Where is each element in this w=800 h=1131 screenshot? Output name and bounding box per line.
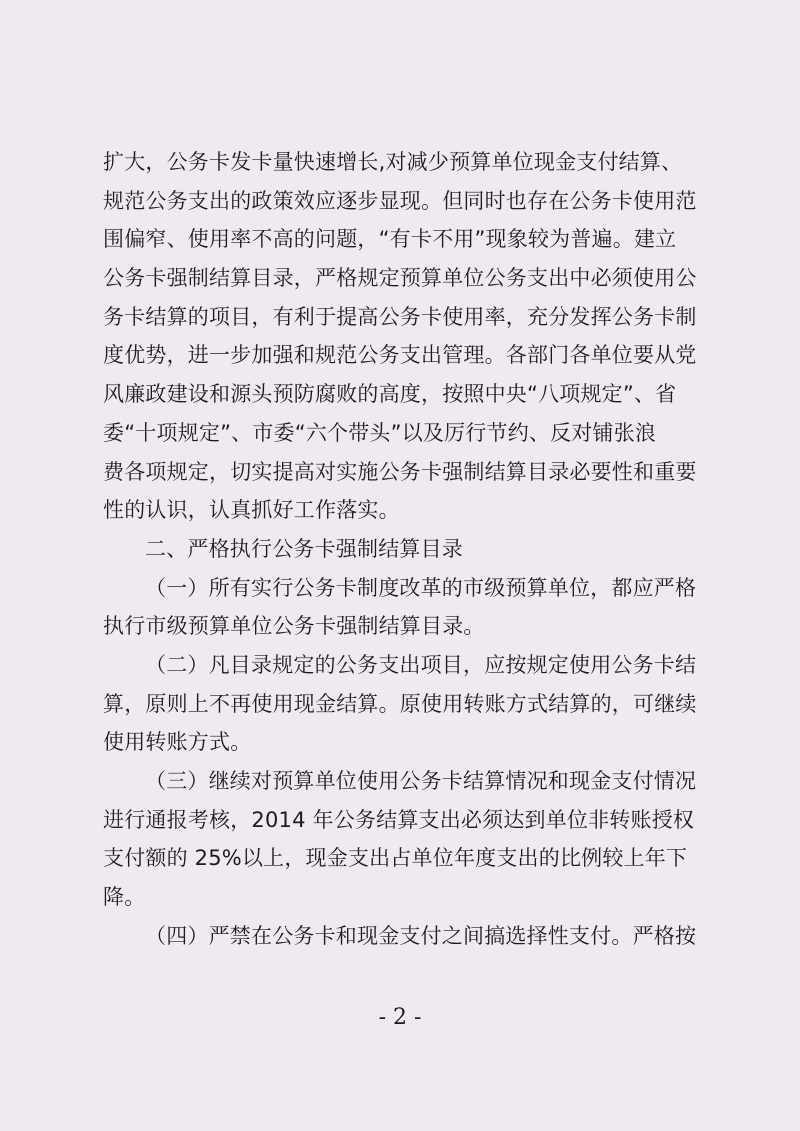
text-line: 进行通报考核，2014 年公务结算支出必须达到单位非转账授权 (103, 807, 695, 832)
document-body (103, 143, 703, 955)
text-line: 执行市级预算单位公务卡强制结算目录。 (103, 614, 485, 639)
text-line: 性的认识，认真抓好工作落实。 (103, 498, 400, 523)
text-line: 围偏窄、使用率不高的问题，“有卡不用”现象较为普遍。建立 (103, 227, 677, 252)
text-line: 费各项规定，切实提高对实施公务卡强制结算目录必要性和重要 (103, 459, 697, 484)
text-line: 扩大，公务卡发卡量快速增长,对减少预算单位现金支付结算、 (103, 150, 683, 174)
text-line: 使用转账方式。 (103, 730, 252, 755)
text-line: （三）继续对预算单位使用公务卡结算情况和现金支付情况 (145, 769, 697, 793)
page-number: - 2 - (378, 1005, 422, 1030)
text-line: 风廉政建设和源头预防腐败的高度，按照中央“八项规定”、省 (103, 382, 677, 407)
text-line: 务卡结算的项目，有利于提高公务卡使用率，充分发挥公务卡制 (103, 304, 697, 329)
text-line: （一）所有实行公务卡制度改革的市级预算单位，都应严格 (145, 575, 697, 600)
text-line: 支付额的 25%以上，现金支出占单位年度支出的比例较上年下 (103, 846, 688, 871)
text-line: 规范公务支出的政策效应逐步显现。但同时也存在公务卡使用范 (103, 188, 697, 213)
text-line: （四）严禁在公务卡和现金支付之间搞选择性支付。严格按 (145, 923, 697, 948)
text-line: 度优势，进一步加强和规范公务支出管理。各部门各单位要从党 (103, 343, 697, 368)
text-line: （二）凡目录规定的公务支出项目，应按规定使用公务卡结 (145, 652, 697, 677)
text-line: 降。 (103, 885, 146, 910)
text-line: 算，原则上不再使用现金结算。原使用转账方式结算的，可继续 (103, 691, 697, 716)
section-heading: 二、严格执行公务卡强制结算目录 (145, 536, 463, 561)
text-line: 委“十项规定”、市委“六个带头”以及厉行节约、反对铺张浪 (103, 420, 657, 445)
text-line: 公务卡强制结算目录，严格规定预算单位公务支出中必须使用公 (103, 266, 697, 291)
